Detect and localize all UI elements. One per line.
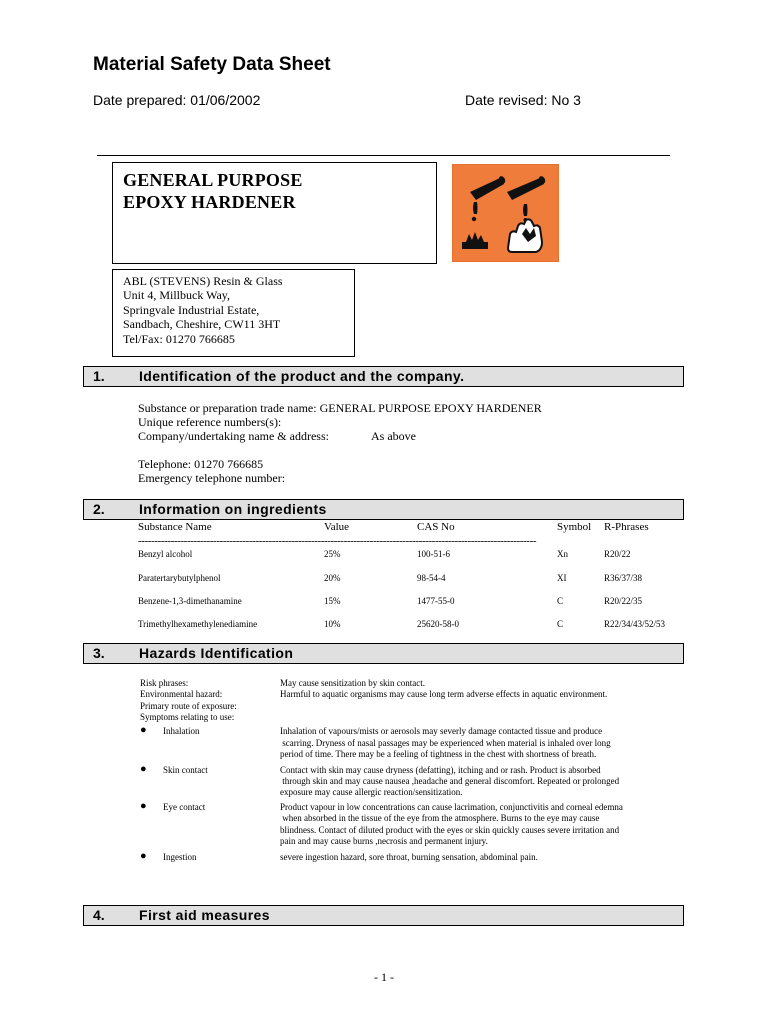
bullet-icon: ● <box>140 763 147 775</box>
ingredient-cas: 98-54-4 <box>417 573 446 583</box>
environmental-hazard-label: Environmental hazard: <box>140 689 223 699</box>
bullet-icon: ● <box>140 724 147 736</box>
symptom-text: blindness. Contact of diluted product with the eyes or skin quickly causes severe irritation and <box>280 825 620 835</box>
symptoms-label: Symptoms relating to use: <box>140 712 235 722</box>
date-prepared: Date prepared: 01/06/2002 <box>93 92 261 108</box>
section-number: 1. <box>93 368 105 384</box>
product-name-line2: EPOXY HARDENER <box>123 192 296 212</box>
symptom-text: through skin and may cause nausea ,headache and general discomfort. Repeated or prolonged <box>280 776 620 786</box>
risk-phrases-value: May cause sensitization by skin contact. <box>280 678 425 688</box>
ingredient-name: Benzene-1,3-dimethanamine <box>138 596 242 606</box>
environmental-hazard-value: Harmful to aquatic organisms may cause long term adverse effects in aquatic environment. <box>280 689 608 699</box>
section-title: First aid measures <box>139 907 270 923</box>
symptom-text: severe ingestion hazard, sore throat, burning sensation, abdominal pain. <box>280 852 538 862</box>
table-separator: -------------------------------------------------------------------------------------------------------------------------- <box>138 535 537 547</box>
col-header-substance: Substance Name <box>138 521 212 533</box>
ingredient-rphrases: R22/34/43/52/53 <box>604 619 666 629</box>
ingredient-name: Trimethylhexamethylenediamine <box>138 619 258 629</box>
risk-phrases-label: Risk phrases: <box>140 678 189 688</box>
page-number: - 1 - <box>374 970 394 984</box>
symptom-text: Inhalation of vapours/mists or aerosols may severly damage contacted tissue and produce <box>280 726 603 736</box>
symptom-label: Skin contact <box>163 765 208 775</box>
section-4-header <box>83 905 684 926</box>
address-line: Springvale Industrial Estate, <box>123 302 260 317</box>
ingredient-rphrases: R36/37/38 <box>604 573 643 583</box>
symptom-label: Eye contact <box>163 802 206 812</box>
section-title: Identification of the product and the company. <box>139 368 465 384</box>
section-number: 3. <box>93 645 105 661</box>
ingredient-name: Paratertarybutylphenol <box>138 573 221 583</box>
product-name-line1: GENERAL PURPOSE <box>123 170 303 190</box>
ingredient-value: 20% <box>324 573 341 583</box>
symptom-text: period of time. There may be a feeling of tightness in the chest with shortness of breath. <box>280 749 597 759</box>
symptom-text: exposure may cause allergic reaction/sensitization. <box>280 787 463 797</box>
unique-reference: Unique reference numbers(s): <box>138 415 282 429</box>
ingredient-rphrases: R20/22/35 <box>604 596 643 606</box>
address-line: Sandbach, Cheshire, CW11 3HT <box>123 317 281 332</box>
symptom-label: Ingestion <box>163 852 197 862</box>
col-header-rphrases: R-Phrases <box>604 521 649 533</box>
col-header-value: Value <box>324 521 350 533</box>
product-name-box <box>112 162 437 264</box>
ingredient-symbol: C <box>557 596 564 606</box>
corrosive-hazard-icon <box>452 164 559 262</box>
telephone: Telephone: 01270 766685 <box>138 457 264 471</box>
address-line: Unit 4, Millbuck Way, <box>123 288 231 303</box>
emergency-telephone: Emergency telephone number: <box>138 471 286 485</box>
section-title: Information on ingredients <box>139 501 327 517</box>
ingredient-name: Benzyl alcohol <box>138 549 193 559</box>
ingredient-cas: 1477-55-0 <box>417 596 455 606</box>
section-1-header <box>83 366 684 387</box>
company-label: Company/undertaking name & address: <box>138 429 329 443</box>
symptom-text: scarring. Dryness of nasal passages may be experienced when material is inhaled over long <box>280 738 611 748</box>
section-number: 4. <box>93 907 105 923</box>
ingredient-symbol: C <box>557 619 564 629</box>
ingredient-value: 25% <box>324 549 341 559</box>
symptom-text: Product vapour in low concentrations can cause lacrimation, conjunctivitis and corneal edemna <box>280 802 623 812</box>
ingredient-value: 10% <box>324 619 341 629</box>
section-2-header <box>83 499 684 520</box>
ingredient-value: 15% <box>324 596 341 606</box>
symptom-text: Contact with skin may cause dryness (defatting), itching and or rash. Product is absorbed <box>280 765 601 775</box>
address-line: ABL (STEVENS) Resin & Glass <box>123 274 283 288</box>
bullet-icon: ● <box>140 800 147 812</box>
ingredient-symbol: XI <box>557 573 567 583</box>
document-title: Material Safety Data Sheet <box>93 54 331 75</box>
section-3-header <box>83 643 684 664</box>
top-rule <box>97 155 670 156</box>
symptom-text: pain and may cause burns ,necrosis and permanent injury. <box>280 836 488 846</box>
ingredient-symbol: Xn <box>557 549 568 559</box>
date-revised: Date revised: No 3 <box>465 92 581 108</box>
supplier-address-box <box>112 269 355 357</box>
ingredient-cas: 25620-58-0 <box>417 619 459 629</box>
bullet-icon: ● <box>140 850 147 862</box>
col-header-symbol: Symbol <box>557 521 592 533</box>
section-number: 2. <box>93 501 105 517</box>
col-header-cas: CAS No <box>417 521 455 533</box>
symptom-text: when absorbed in the tissue of the eye from the atmosphere. Burns to the eye may cause <box>280 813 600 823</box>
ingredient-cas: 100-51-6 <box>417 549 450 559</box>
address-line: Tel/Fax: 01270 766685 <box>123 331 235 346</box>
symptom-label: Inhalation <box>163 726 200 736</box>
ingredient-rphrases: R20/22 <box>604 549 631 559</box>
primary-route-label: Primary route of exposure: <box>140 701 237 711</box>
trade-name: Substance or preparation trade name: GENERAL PURPOSE EPOXY HARDENER <box>138 401 542 415</box>
section-title: Hazards Identification <box>139 645 294 661</box>
company-value: As above <box>371 429 416 443</box>
